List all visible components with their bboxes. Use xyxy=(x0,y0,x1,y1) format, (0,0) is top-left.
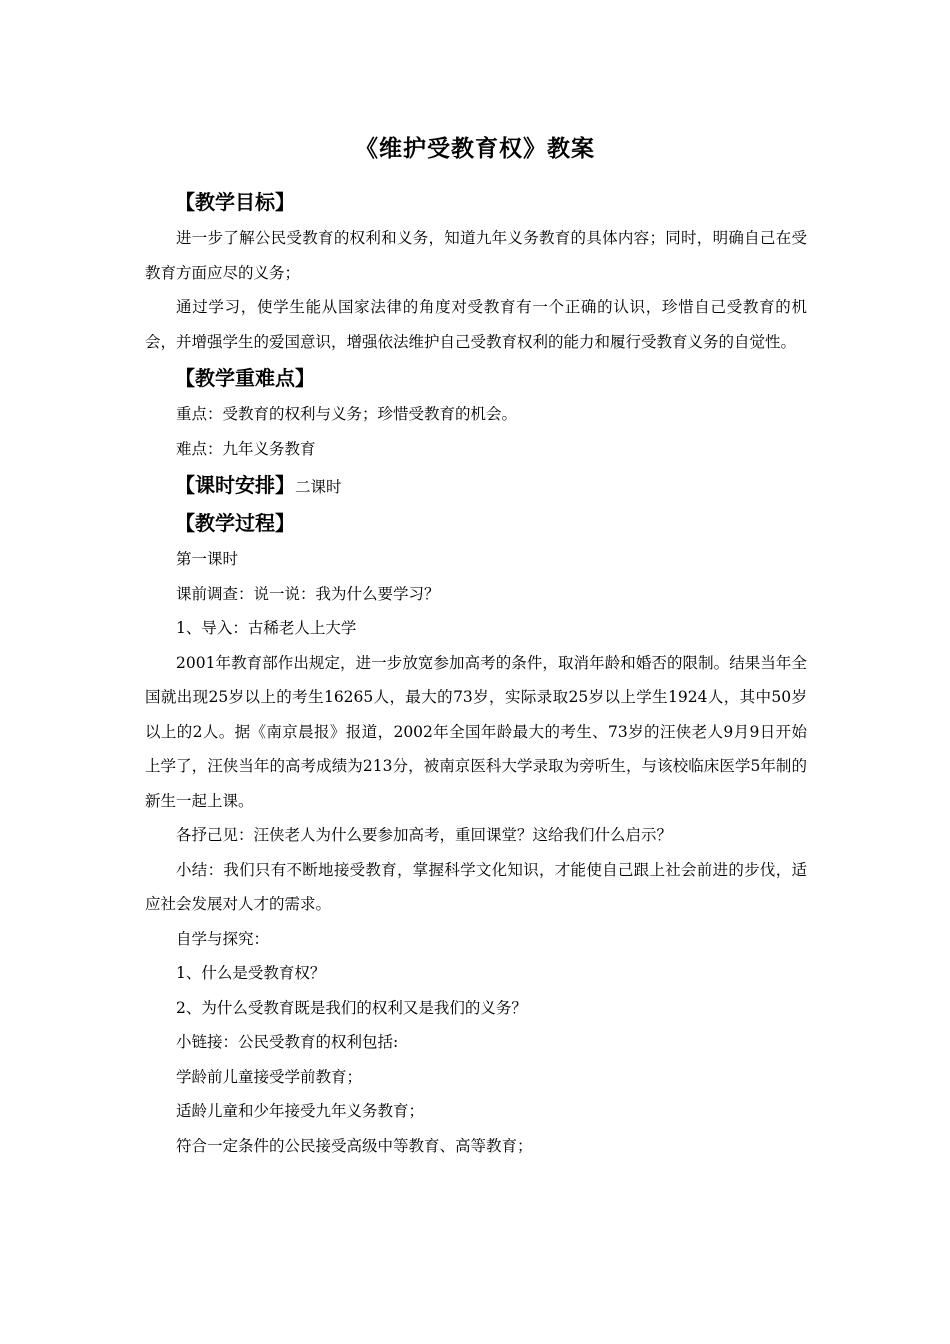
keypoint-text: 重点：受教育的权利与义务；珍惜受教育的机会。 xyxy=(176,405,518,423)
schedule-value: 二课时 xyxy=(295,478,342,496)
document-title: 《维护受教育权》教案 xyxy=(355,136,595,162)
objectives-heading: 【教学目标】 xyxy=(175,190,295,214)
discussion-text: 各抒己见：汪侠老人为什么要参加高考，重回课堂？这给我们什么启示？ xyxy=(176,826,673,844)
keypoints-heading: 【教学重难点】 xyxy=(175,366,315,390)
link-label: 小链接：公民受教育的权利包括: xyxy=(176,1033,399,1051)
schedule-heading-label: 【课时安排】 xyxy=(175,473,295,497)
summary-paragraph: 小结：我们只有不断地接受教育，掌握科学文化知识，才能使自己跟上社会前进的步伐，适应社会发展对人才的需求。 xyxy=(145,860,807,913)
objectives-paragraph-1: 进一步了解公民受教育的权利和义务，知道九年义务教育的具体内容；同时，明确自己在受教育方面应尽的义务； xyxy=(145,229,807,282)
question-1: 1、什么是受教育权？ xyxy=(176,964,326,982)
self-study-label: 自学与探究： xyxy=(176,929,270,948)
document-body xyxy=(145,183,807,1163)
rights-item-2: 适龄儿童和少年接受九年义务教育； xyxy=(176,1102,425,1120)
schedule-heading xyxy=(175,466,807,504)
story-paragraph: 2001年教育部作出规定，进一步放宽参加高考的条件，取消年龄和婚否的限制。结果当年全国就出现25岁以上的考生16265人，最大的73岁，实际录取25岁以上学生1924人，其中50岁以上的2人。据《南京晨报》报道，2002年全国年龄最大的考生、73岁的汪侠老人9月9日开始上学了，汪侠当年的高考成绩为213分，被南京医科大学录取为旁听生，与该校临床医学5年制的新生一起上课。 xyxy=(145,653,807,810)
question-2: 2、为什么受教育既是我们的权利又是我们的义务？ xyxy=(176,998,527,1017)
rights-item-1: 学龄前儿童接受学前教育； xyxy=(176,1067,363,1086)
intro-text: 1、导入：古稀老人上大学 xyxy=(176,619,357,637)
objectives-paragraph-2: 通过学习，使学生能从国家法律的角度对受教育有一个正确的认识，珍惜自己受教育的机会，并增强学生的爱国意识，增强依法维护自己受教育权利的能力和履行受教育义务的自觉性。 xyxy=(145,298,807,351)
rights-item-3: 符合一定条件的公民接受高级中等教育、高等教育； xyxy=(176,1136,533,1155)
process-heading: 【教学过程】 xyxy=(175,511,295,535)
lesson-one-label: 第一课时 xyxy=(176,550,239,568)
difficulty-text: 难点：九年义务教育 xyxy=(176,439,316,458)
survey-text: 课前调查：说一说：我为什么要学习？ xyxy=(176,584,440,603)
